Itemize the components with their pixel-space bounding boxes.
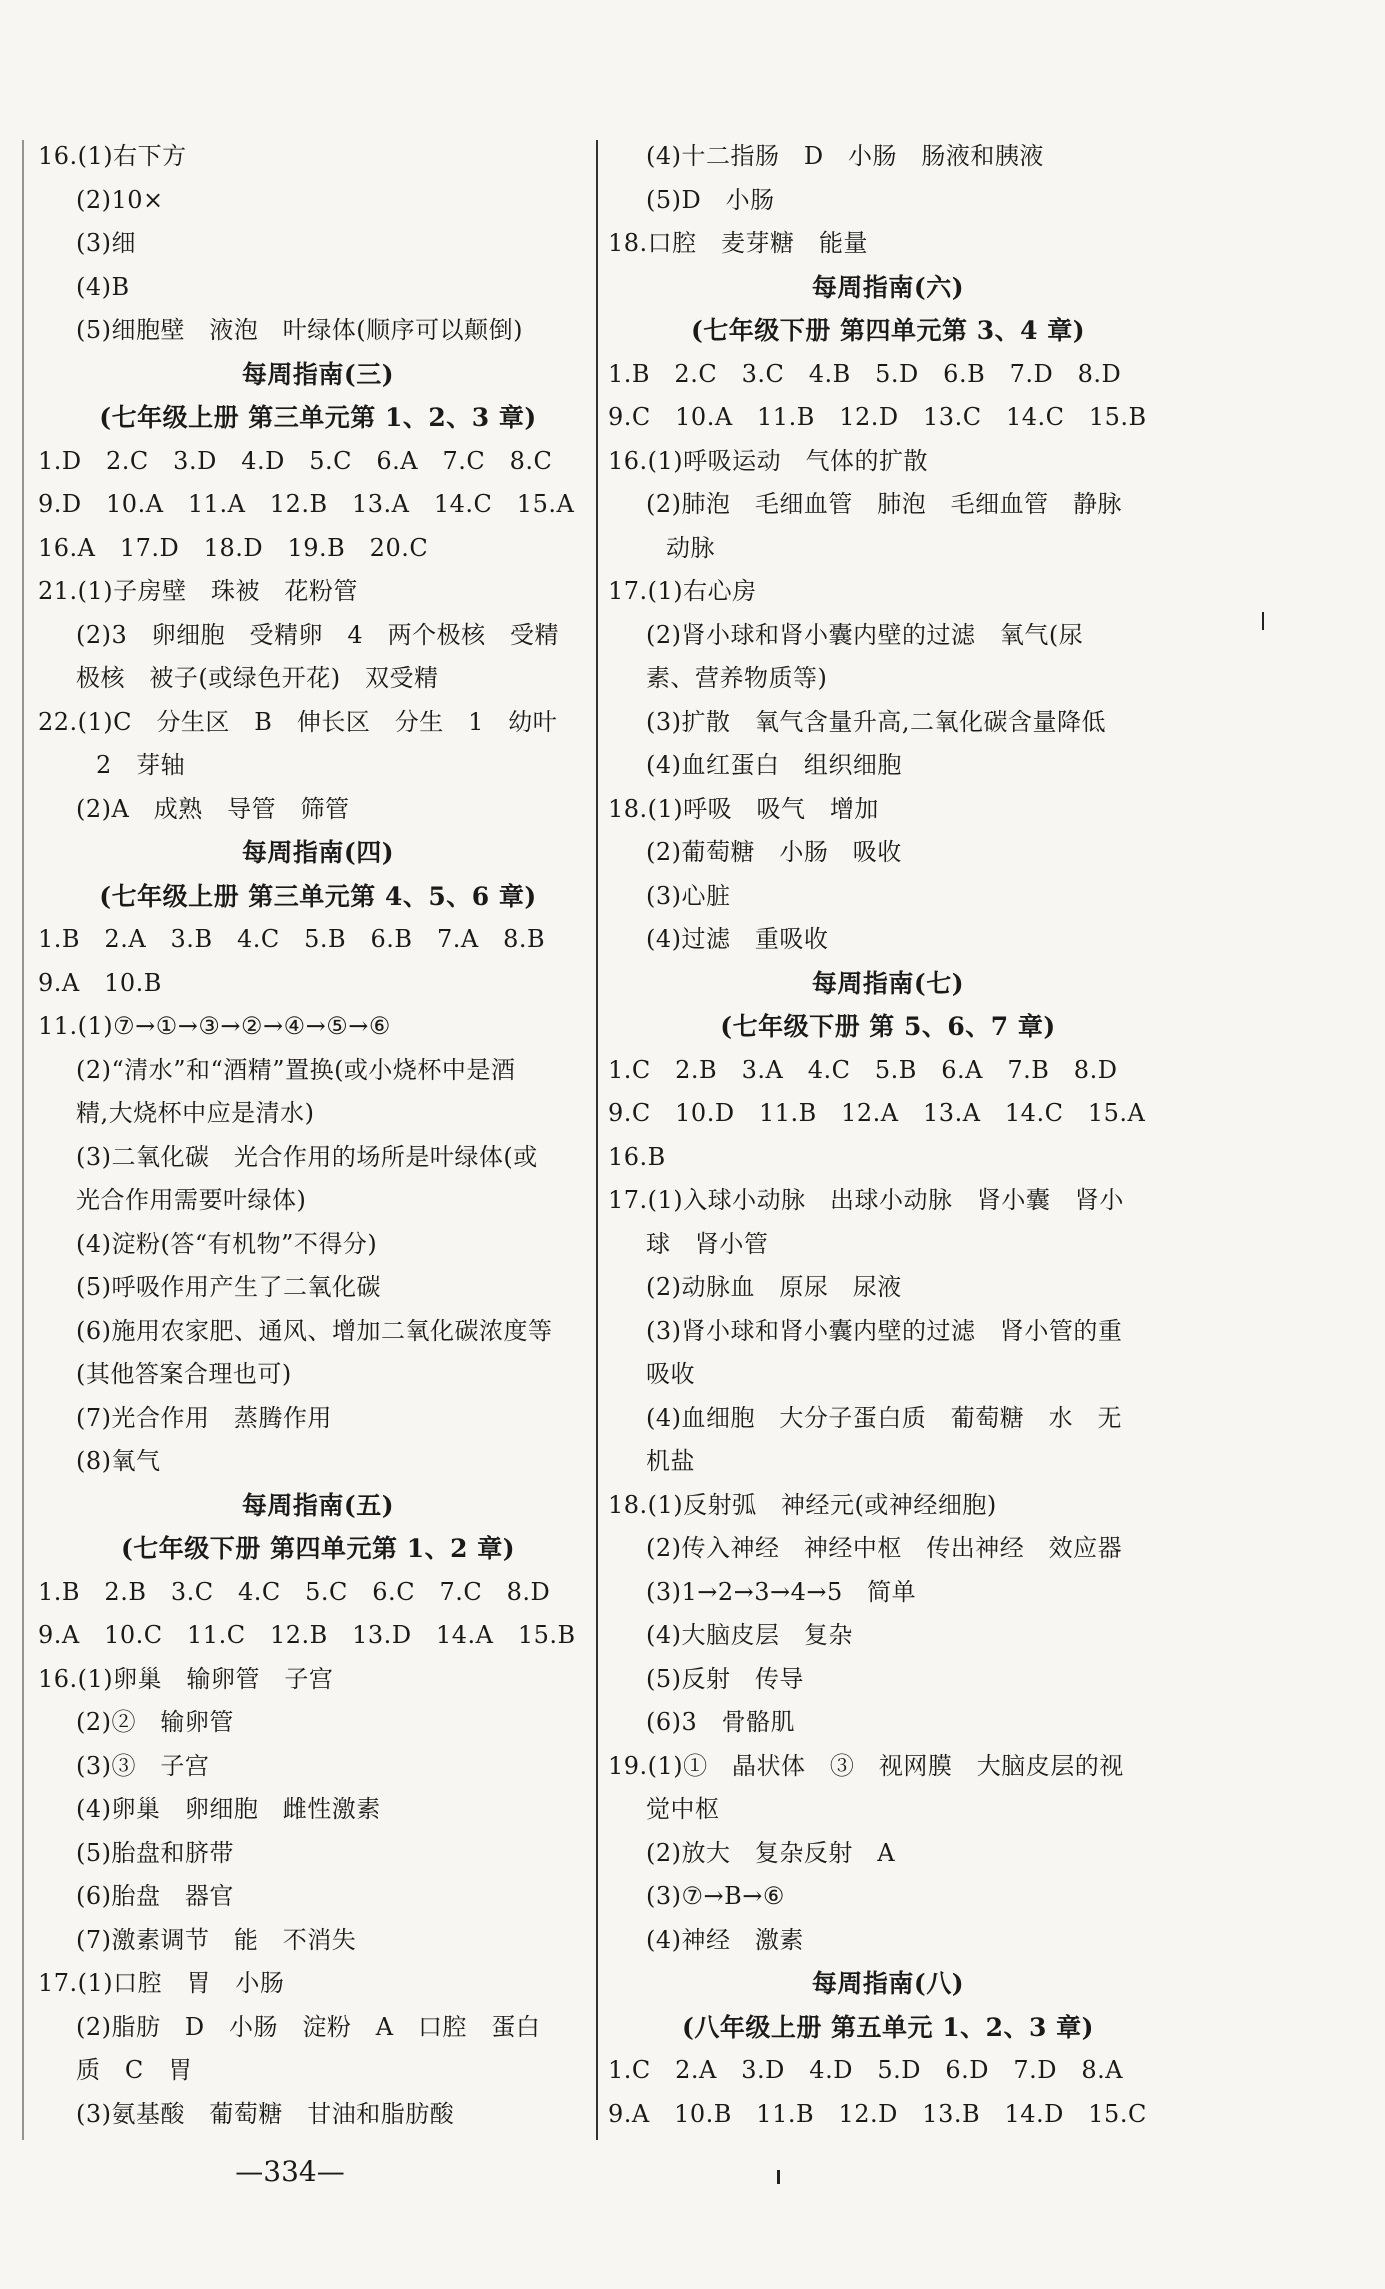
section-subheading: (七年级下册 第 5、6、7 章)	[720, 1012, 1056, 1041]
answer-line: 1.B 2.B 3.C 4.C 5.C 6.C 7.C 8.D	[38, 1577, 551, 1606]
answer-line: 17.(1)右心房	[608, 577, 757, 605]
answer-line: (6)施用农家肥、通风、增加二氧化碳浓度等	[76, 1316, 553, 1345]
answer-line: (5)细胞壁 液泡 叶绿体(顺序可以颠倒)	[76, 316, 523, 344]
answer-line: (2)脂肪 D 小肠 淀粉 A 口腔 蛋白	[76, 2012, 541, 2041]
answer-line: 17.(1)口腔 胃 小肠	[38, 1969, 285, 1997]
section-subheading: (七年级上册 第三单元第 4、5、6 章)	[99, 881, 537, 911]
answer-line: 精,大烧杯中应是清水)	[76, 1099, 315, 1127]
answer-line: 21.(1)子房壁 珠被 花粉管	[38, 577, 358, 605]
answer-line: (2)放大 复杂反射 A	[646, 1838, 896, 1867]
answer-line: (3)心脏	[646, 881, 731, 910]
answer-line: (其他答案合理也可)	[76, 1360, 292, 1388]
answer-line: 素、营养物质等)	[646, 664, 828, 692]
section-heading: 每周指南(七)	[811, 968, 965, 998]
answer-line: (2)肾小球和肾小囊内壁的过滤 氧气(尿	[646, 620, 1084, 649]
answer-line: (7)光合作用 蒸腾作用	[76, 1403, 332, 1432]
answer-line: 17.(1)入球小动脉 出球小动脉 肾小囊 肾小	[608, 1186, 1124, 1214]
answer-line: 球 肾小管	[646, 1229, 769, 1258]
section-heading: 每周指南(八)	[811, 1969, 965, 1998]
answer-line: 质 C 胃	[76, 2056, 193, 2084]
answer-line: 16.(1)呼吸运动 气体的扩散	[608, 446, 929, 475]
answer-line: 9.A 10.B 11.B 12.D 13.B 14.D 15.C	[608, 2099, 1147, 2128]
answer-line: (4)B	[76, 272, 130, 301]
right-column	[608, 135, 1168, 2136]
answer-line: (2)动脉血 原尿 尿液	[646, 1273, 902, 1301]
answer-line: (2)葡萄糖 小肠 吸收	[646, 838, 902, 866]
answer-line: (2)“清水”和“酒精”置换(或小烧杯中是酒	[76, 1055, 516, 1084]
section-heading: 每周指南(四)	[241, 838, 395, 867]
left-column	[38, 135, 598, 2136]
page-number: —334—	[235, 2155, 345, 2188]
answer-line: (2)A 成熟 导管 筛管	[76, 794, 350, 823]
section-heading: 每周指南(六)	[811, 272, 965, 302]
answer-line: 9.A 10.B	[38, 968, 162, 997]
answer-line: (3)扩散 氧气含量升高,二氧化碳含量降低	[646, 707, 1107, 736]
answer-line: (8)氧气	[76, 1447, 161, 1475]
answer-line: 9.C 10.D 11.B 12.A 13.A 14.C 15.A	[608, 1099, 1146, 1127]
answer-line: 18.口腔 麦芽糖 能量	[608, 229, 868, 257]
answer-line: 动脉	[666, 533, 715, 562]
answer-line: (6)胎盘 器官	[76, 1882, 234, 1910]
answer-line: (4)大脑皮层 复杂	[646, 1621, 853, 1649]
answer-line: (3)③ 子宫	[76, 1751, 210, 1780]
answer-line: 19.(1)① 晶状体 ③ 视网膜 大脑皮层的视	[608, 1751, 1124, 1780]
section-subheading: (七年级下册 第四单元第 3、4 章)	[690, 316, 1086, 345]
answer-line: (4)十二指肠 D 小肠 肠液和胰液	[646, 142, 1044, 170]
answer-line: (5)胎盘和脐带	[76, 1838, 234, 1867]
scan-speck	[777, 2170, 780, 2184]
answer-line: 9.A 10.C 11.C 12.B 13.D 14.A 15.B	[38, 1621, 576, 1649]
answer-line: (4)神经 激素	[646, 1925, 804, 1954]
answer-line: 18.(1)呼吸 吸气 增加	[608, 794, 879, 823]
answer-line: (4)血细胞 大分子蛋白质 葡萄糖 水 无	[646, 1403, 1123, 1432]
answer-line: 1.B 2.C 3.C 4.B 5.D 6.B 7.D 8.D	[608, 359, 1122, 388]
section-heading: 每周指南(五)	[241, 1490, 395, 1520]
answer-line: 18.(1)反射弧 神经元(或神经细胞)	[608, 1490, 997, 1519]
answer-line: (4)血红蛋白 组织细胞	[646, 751, 902, 779]
answer-line: 觉中枢	[646, 1795, 720, 1823]
answer-line: (2)② 输卵管	[76, 1708, 234, 1736]
answer-line: (5)呼吸作用产生了二氧化碳	[76, 1273, 381, 1301]
answer-line: (4)卵巢 卵细胞 雌性激素	[76, 1795, 381, 1823]
answer-line: 1.B 2.A 3.B 4.C 5.B 6.B 7.A 8.B	[38, 925, 546, 953]
answer-line: (3)氨基酸 葡萄糖 甘油和脂肪酸	[76, 2099, 455, 2128]
answer-line: (5)D 小肠	[646, 185, 775, 214]
left-margin-rule	[22, 140, 24, 2140]
answer-line: (3)细	[76, 229, 136, 257]
answer-line: 机盐	[646, 1447, 695, 1475]
section-heading: 每周指南(三)	[241, 359, 395, 389]
answer-line: 9.D 10.A 11.A 12.B 13.A 14.C 15.A	[38, 490, 575, 518]
answer-line: (4)淀粉(答“有机物”不得分)	[76, 1229, 378, 1258]
section-subheading: (八年级上册 第五单元 1、2、3 章)	[682, 2012, 1094, 2042]
answer-line: 1.D 2.C 3.D 4.D 5.C 6.A 7.C 8.C	[38, 446, 553, 475]
answer-line: (5)反射 传导	[646, 1664, 804, 1693]
answer-line: (7)激素调节 能 不消失	[76, 1925, 357, 1954]
answer-line: 1.C 2.A 3.D 4.D 5.D 6.D 7.D 8.A	[608, 2056, 1124, 2084]
answer-line: 22.(1)C 分生区 B 伸长区 分生 1 幼叶	[38, 707, 558, 736]
answer-line: 光合作用需要叶绿体)	[76, 1186, 307, 1214]
answer-line: (2)传入神经 神经中枢 传出神经 效应器	[646, 1534, 1123, 1562]
answer-line: 吸收	[646, 1360, 695, 1388]
answer-line: 1.C 2.B 3.A 4.C 5.B 6.A 7.B 8.D	[608, 1055, 1118, 1084]
answer-line: 16.A 17.D 18.D 19.B 20.C	[38, 533, 429, 562]
answer-line: 16.(1)右下方	[38, 142, 187, 170]
answer-line: (2)10×	[76, 185, 164, 214]
answer-line: 16.B	[608, 1142, 666, 1171]
answer-line: (3)二氧化碳 光合作用的场所是叶绿体(或	[76, 1142, 538, 1171]
answer-line: (3)1→2→3→4→5 简单	[646, 1577, 917, 1606]
answer-line: (4)过滤 重吸收	[646, 925, 829, 953]
answer-line: (2)肺泡 毛细血管 肺泡 毛细血管 静脉	[646, 490, 1123, 518]
answer-line: 16.(1)卵巢 输卵管 子宫	[38, 1664, 334, 1693]
answer-line: (3)肾小球和肾小囊内壁的过滤 肾小管的重	[646, 1316, 1123, 1345]
answer-line: (2)3 卵细胞 受精卵 4 两个极核 受精	[76, 620, 559, 649]
answer-line: 11.(1)⑦→①→③→②→④→⑤→⑥	[38, 1012, 391, 1040]
section-subheading: (七年级下册 第四单元第 1、2 章)	[120, 1534, 516, 1563]
answer-line: (6)3 骨骼肌	[646, 1708, 796, 1736]
answer-line: 9.C 10.A 11.B 12.D 13.C 14.C 15.B	[608, 403, 1147, 431]
section-subheading: (七年级上册 第三单元第 1、2、3 章)	[99, 403, 537, 432]
answer-line: 2 芽轴	[96, 751, 186, 779]
answer-line: 极核 被子(或绿色开花) 双受精	[76, 664, 439, 692]
scan-speck	[1262, 612, 1264, 630]
answer-line: (3)⑦→B→⑥	[646, 1882, 785, 1910]
